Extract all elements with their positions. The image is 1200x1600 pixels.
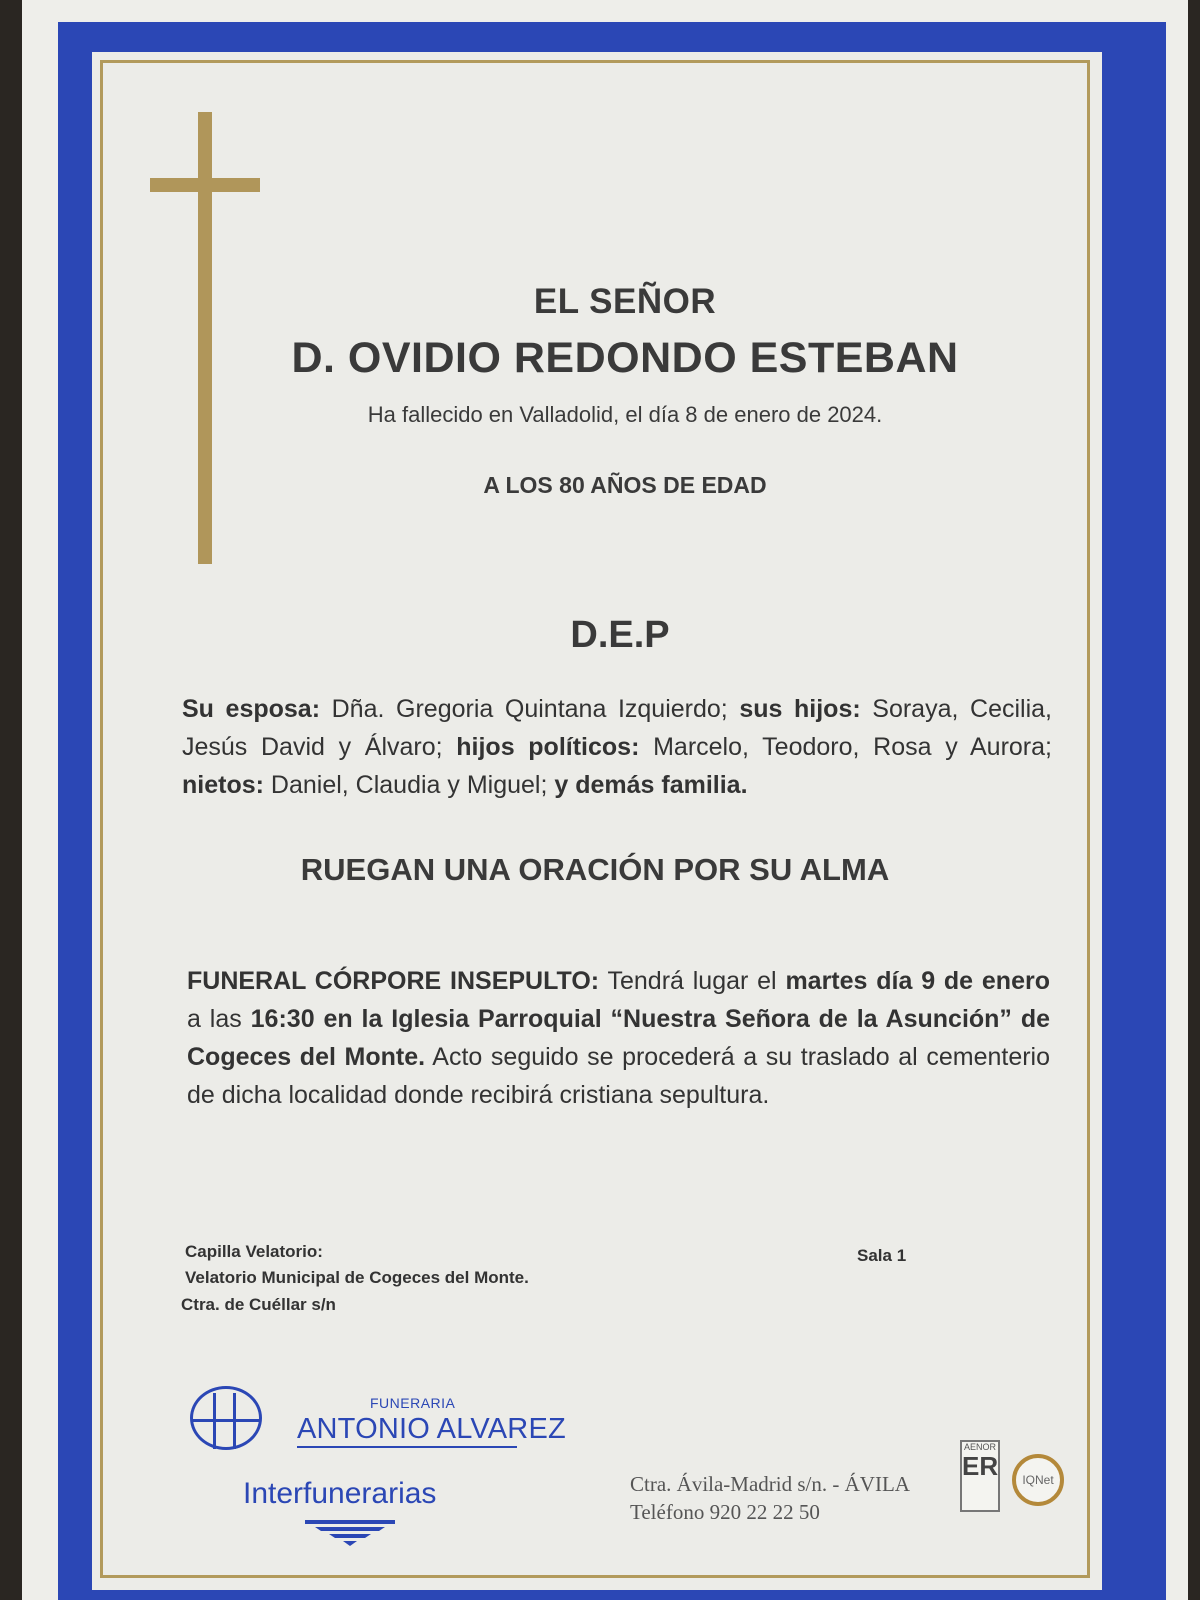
children-label: sus hijos: (739, 695, 861, 723)
deceased-name: D. OVIDIO REDONDO ESTEBAN (291, 334, 959, 382)
chapel-label: Capilla Velatorio: (185, 1242, 323, 1261)
children-names: Soraya, Cecilia, Jesús David y Álvaro; (182, 695, 1053, 761)
age-statement: A LOS 80 AÑOS DE EDAD (483, 472, 767, 498)
aenor-label: AENOR (963, 1442, 996, 1452)
funeral-date: martes día 9 de enero (785, 967, 1050, 995)
cross-icon-arm (150, 178, 260, 192)
chapel-name: Velatorio Municipal de Cogeces del Monte. (185, 1268, 529, 1287)
funeral-home-phone: Teléfono 920 22 22 50 (630, 1500, 820, 1524)
funeral-home-name: ANTONIO ALVAREZ (297, 1413, 566, 1445)
er-mark: ER (962, 1451, 999, 1481)
chapel-address: Ctra. de Cuéllar s/n (181, 1295, 336, 1314)
iqnet-certification-badge (1012, 1454, 1064, 1506)
funeral-text-2: a las (187, 1005, 251, 1033)
title-honorific: EL SEÑOR (533, 282, 717, 321)
wings-icon (305, 1520, 395, 1546)
death-statement: Ha fallecido en Valladolid, el día 8 de enero de 2024. (367, 402, 883, 427)
inlaws-names: Marcelo, Teodoro, Rosa y Aurora; (639, 733, 1052, 761)
rip-heading: D.E.P (570, 614, 670, 656)
funeral-text-1: Tendrá lugar el (599, 967, 786, 995)
inlaws-label: hijos políticos: (456, 733, 640, 761)
network-logo-text: Interfunerarias (243, 1477, 437, 1510)
funeral-home-underline (297, 1446, 517, 1448)
funeral-home-kind: FUNERARIA (370, 1395, 456, 1411)
aenor-certification-badge (960, 1440, 1000, 1512)
family-paragraph (182, 690, 1052, 804)
wife-label: Su esposa: (182, 695, 321, 723)
prayer-heading: RUEGAN UNA ORACIÓN POR SU ALMA (300, 852, 890, 887)
room-number: Sala 1 (857, 1246, 907, 1265)
grandchildren-label: nietos: (182, 771, 264, 799)
funeral-label: FUNERAL CÓRPORE INSEPULTO: (187, 967, 600, 995)
funeral-text-3: Acto seguido se procederá a su traslado al cementerio de dicha localidad donde recibirá cristiana sepultura. (187, 1043, 1051, 1109)
funeral-time-place: 16:30 en la Iglesia Parroquial “Nuestra Señora de la Asunción” de Cogeces del Monte. (187, 1005, 1050, 1071)
rest-of-family: y demás familia. (554, 771, 748, 799)
funeral-paragraph (187, 962, 1050, 1114)
funeral-home-address: Ctra. Ávila-Madrid s/n. - ÁVILA (630, 1472, 910, 1496)
funeral-home-logo-icon (190, 1386, 262, 1450)
iqnet-mark: IQNet (1022, 1473, 1054, 1487)
grandchildren-names: Daniel, Claudia y Miguel; (263, 771, 555, 799)
wife-name: Dña. Gregoria Quintana Izquierdo; (320, 695, 740, 723)
